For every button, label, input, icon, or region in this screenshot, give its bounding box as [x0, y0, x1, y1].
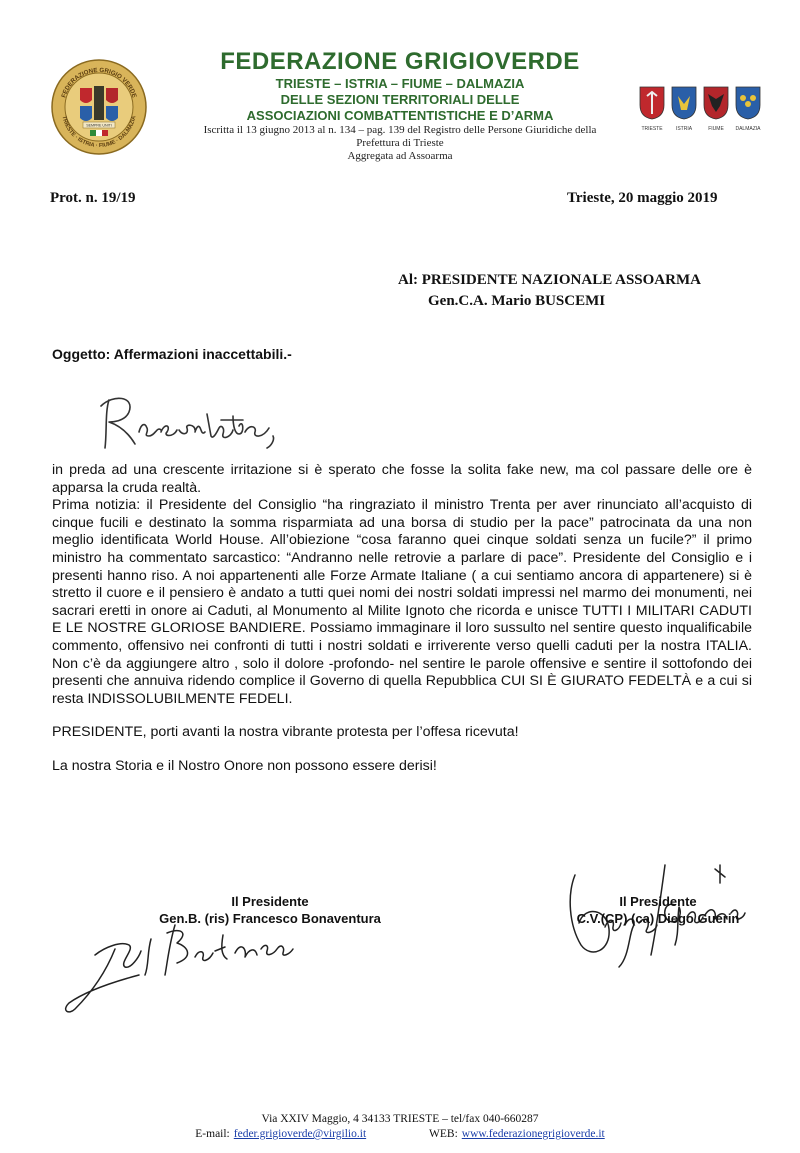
handwritten-salutation [95, 392, 305, 456]
letterhead [170, 48, 630, 163]
body-paragraph-4: La nostra Storia e il Nostro Onore non possono essere derisi! [52, 757, 437, 774]
shield-icon [703, 86, 729, 120]
shield-trieste [638, 86, 666, 132]
region-shields [638, 86, 763, 130]
federation-logo [50, 58, 148, 156]
protocol-number: Prot. n. 19/19 [50, 190, 136, 206]
federation-title: FEDERAZIONE GRIGIOVERDE [220, 48, 580, 75]
web-label: WEB: [429, 1128, 458, 1140]
logo-text-bottom: TRIESTE · ISTRIA · FIUME · DALMAZIA [60, 115, 138, 150]
signatory-right-name: C.V.(CP) (ca) Diego Guerin [576, 911, 740, 926]
shield-icon [671, 86, 697, 120]
regions-line: TRIESTE – ISTRIA – FIUME – DALMAZIA [275, 76, 525, 91]
subject-line: Oggetto: Affermazioni inaccettabili.- [52, 346, 292, 362]
associations-line: ASSOCIAZIONI COMBATTENTISTICHE E D’ARMA [246, 108, 554, 123]
logo-motto: SEMPRE UNITI [86, 123, 112, 128]
signatory-right-role: Il Presidente [619, 894, 697, 909]
logo-text-top: FEDERAZIONE GRIGIO VERDE [60, 66, 138, 99]
footer-contacts [195, 1127, 604, 1142]
signatory-right [548, 893, 768, 927]
shield-label: TRIESTE [641, 126, 663, 132]
footer-address: Via XXIV Maggio, 4 34133 TRIESTE – tel/fax 040-660287 [261, 1113, 539, 1125]
recipient-title: Al: PRESIDENTE NAZIONALE ASSOARMA [398, 272, 701, 288]
body-paragraph-1: in preda ad una crescente irritazione si è sperato che fosse la solita fake new, ma col passare delle ore è apparsa la cruda realtà. [52, 462, 752, 496]
shield-fiume [702, 86, 730, 132]
recipient-block [398, 270, 701, 312]
letter-footer [0, 1112, 800, 1142]
website-link[interactable]: www.federazionegrigioverde.it [461, 1128, 605, 1140]
registry-line-2: Prefettura di Trieste [356, 137, 444, 149]
signatory-left-name: Gen.B. (ris) Francesco Bonaventura [159, 911, 381, 926]
letter-date: Trieste, 20 maggio 2019 [567, 190, 718, 206]
letter-body [52, 462, 752, 776]
signatory-left [150, 893, 390, 927]
recipient-name: Gen.C.A. Mario BUSCEMI [428, 293, 606, 309]
shield-icon [639, 86, 665, 120]
email-label: E-mail: [195, 1128, 230, 1140]
body-paragraph-2: Prima notizia: il Presidente del Consiglio “ha ringraziato il ministro Trenta per aver rinunciato all’acquisto di cinque fucili e destinato la somma risparmiata ad una borsa di studio per la pace” patrocinata da una non meglio identificata World House. All’obiezione “cosa faranno quei cinque soldati senza un fucile?” il primo ministro ha commentato sarcastico: “Andranno nelle retrovie a parlare di pace”. Presidente del Consiglio e i presenti hanno riso. A noi appartenenti alle Forze Armate Italiane ( a cui sentiamo ancora di appartenere) si è stretto il cuore e il pensiero è andato a tutti quei nomi dei nostri soldati impressi nel marmo dei monumenti, nei sacrari eretti in onore ai Caduti, al Monumento al Milite Ignoto che ricorda e unisce TUTTI I MILITARI CADUTI E LE NOSTRE GLORIOSE BANDIERE. Possiamo immaginare il loro sussulto nel sentire questo inqualificabile commento, offensivo nei confronti di tutti i nostri soldati e irriverente verso quelli caduti per la nostra ITALIA. Non c’è da aggiungere altro , solo il dolore -profondo- nel sentire le parole offensive e sentire il sottofondo dei presenti che annuiva ridendo complice il Governo di quella Repubblica CUI SI È GIURATO FEDELTÀ e a cui si resta INDISSOLUBILMENTE FEDELI. [52, 497, 752, 707]
shield-label: DALMAZIA [735, 126, 761, 132]
body-paragraph-3: PRESIDENTE, porti avanti la nostra vibrante protesta per l’offesa ricevuta! [52, 724, 519, 741]
shield-dalmazia [734, 86, 762, 132]
registry-line-3: Aggregata ad Assoarma [347, 150, 453, 162]
shield-icon [735, 86, 761, 120]
shield-istria [670, 86, 698, 132]
shield-label: ISTRIA [675, 126, 693, 132]
registry-line-1: Iscritta il 13 giugno 2013 al n. 134 – pag. 139 del Registro delle Persone Giuridiche della [203, 124, 597, 136]
sections-line: DELLE SEZIONI TERRITORIALI DELLE [280, 92, 520, 107]
email-link[interactable]: feder.grigioverde@virgilio.it [233, 1128, 367, 1140]
shield-label: FIUME [708, 126, 724, 132]
signatory-left-role: Il Presidente [231, 894, 309, 909]
